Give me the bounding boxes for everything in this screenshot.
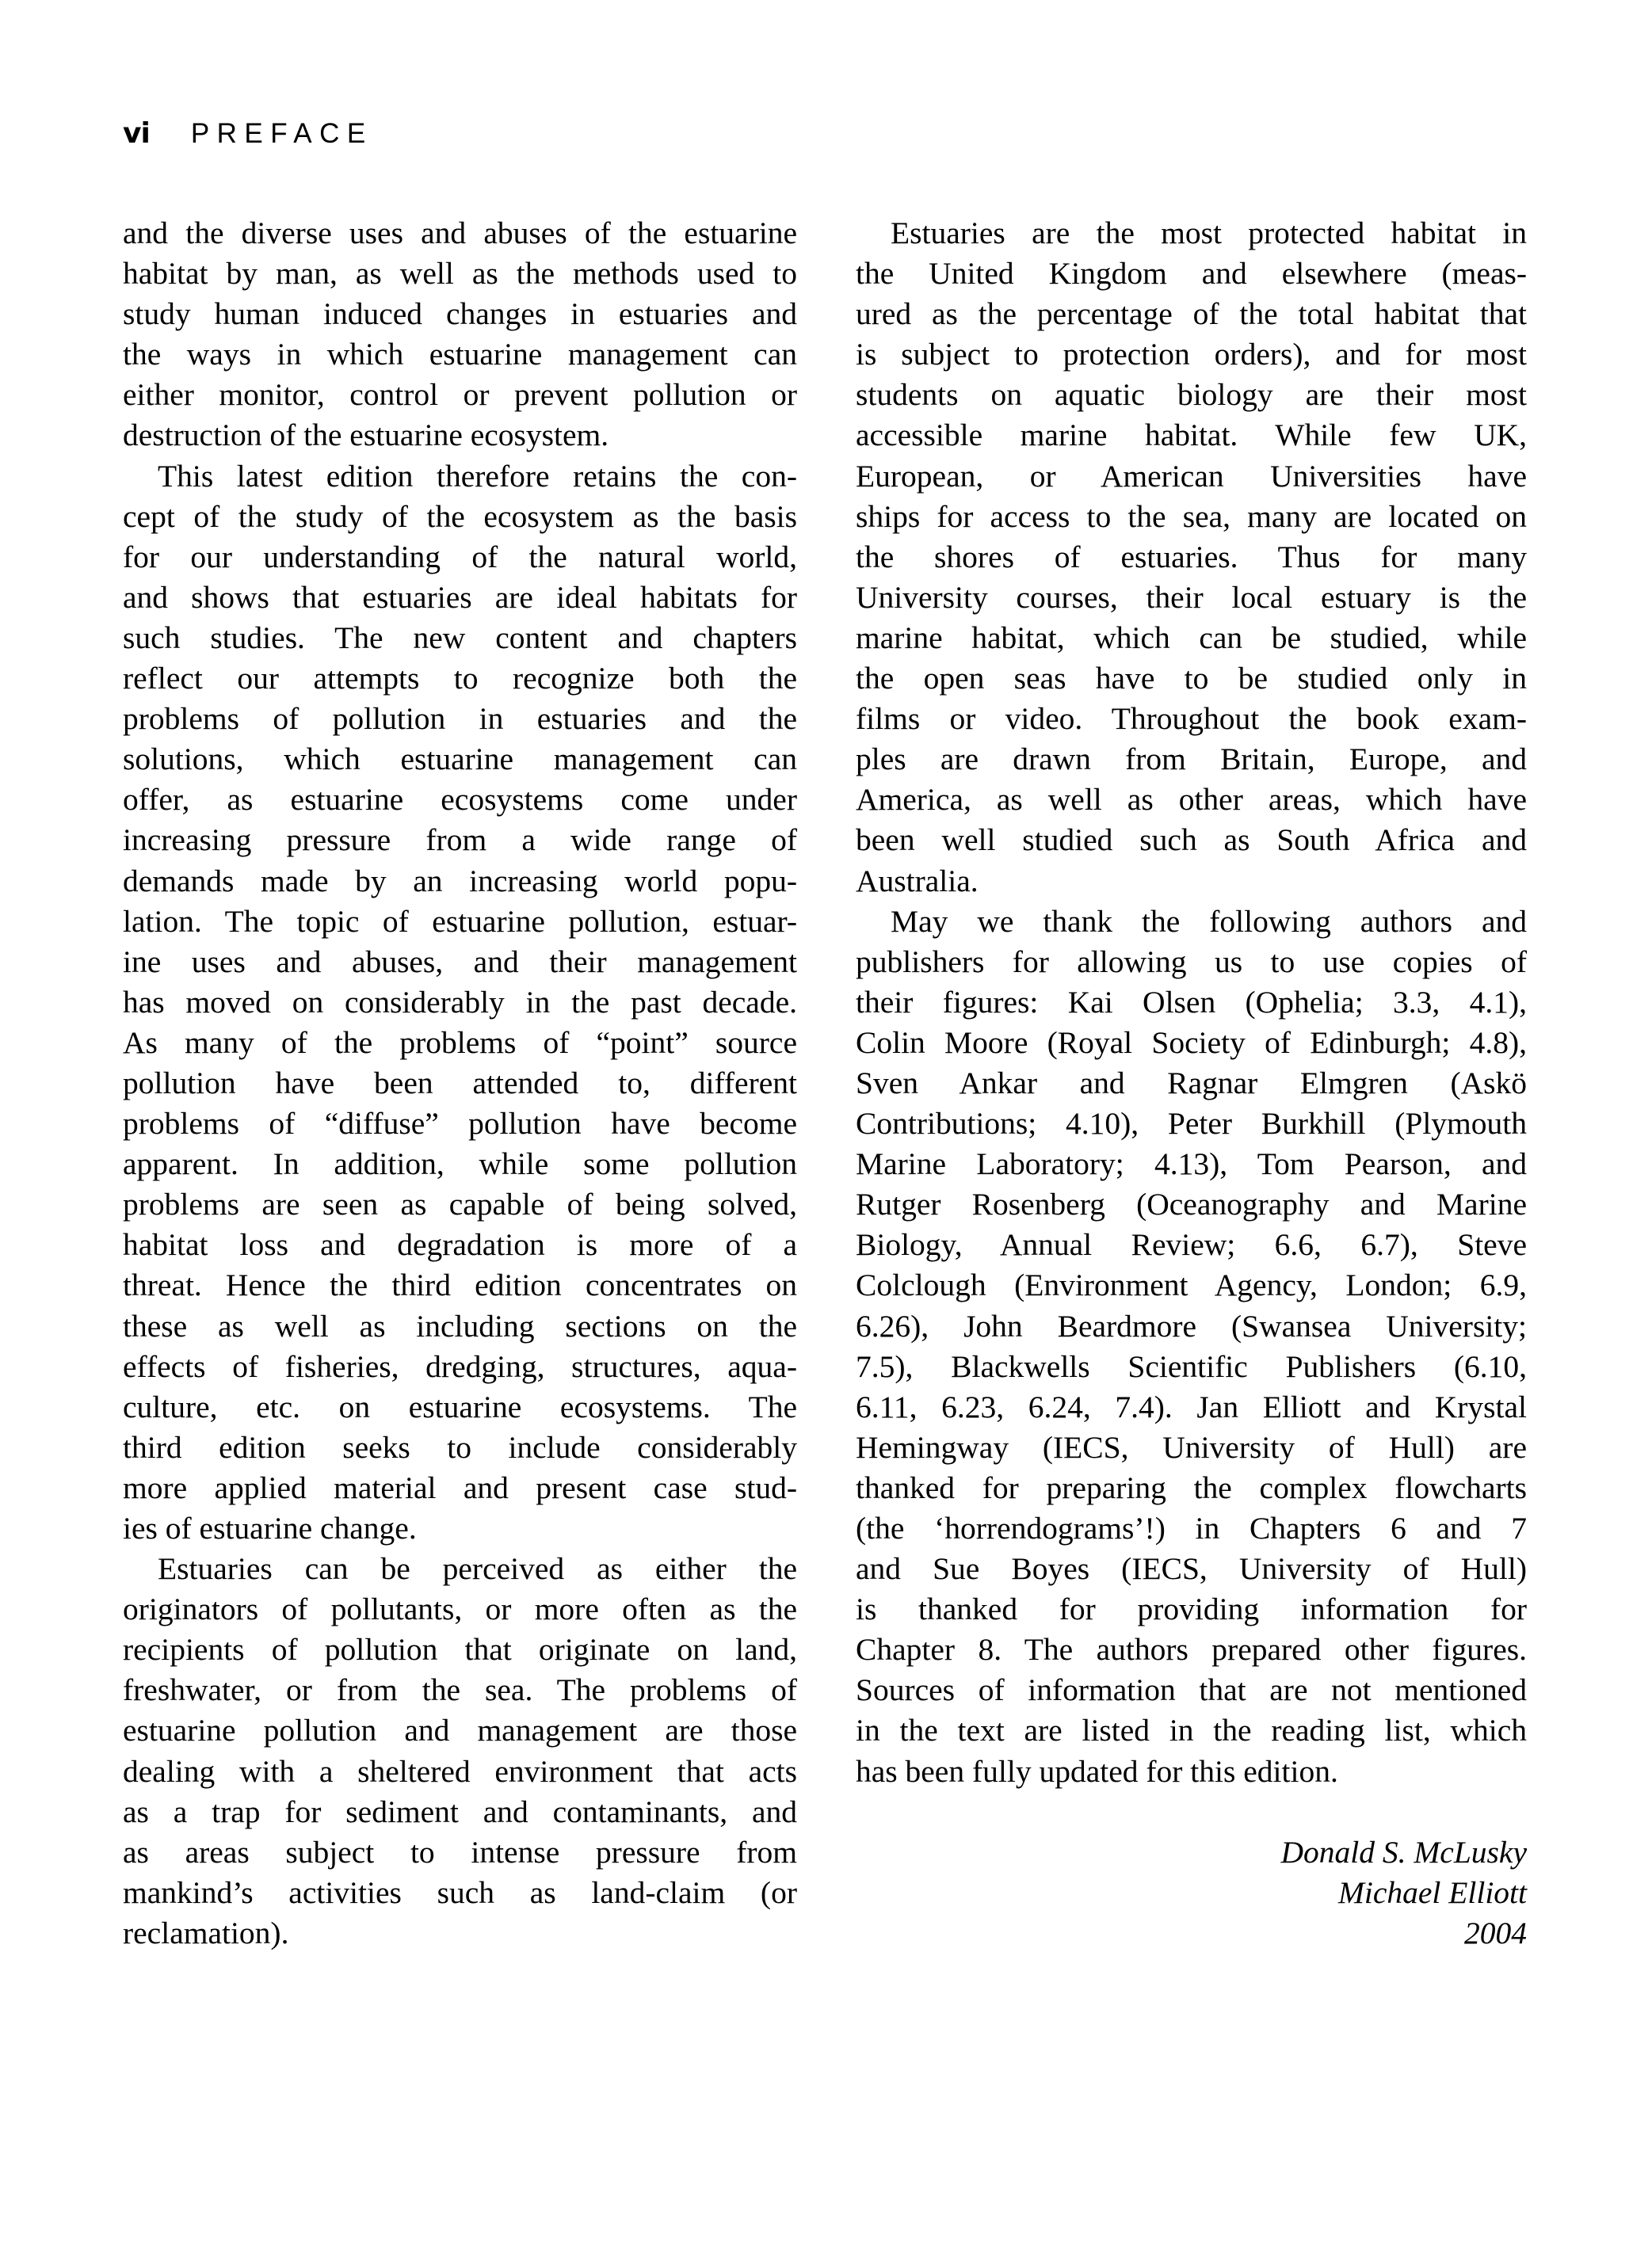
text-line: study human induced changes in estuaries and [123,296,797,332]
text-line: Estuaries are the most protected habitat in [891,215,1527,250]
left-column [123,213,797,1954]
text-line: these as well as including sections on the [123,1308,797,1344]
text-line: culture, etc. on estuarine ecosystems. The [123,1389,797,1424]
text-line: ine uses and abuses, and their management [123,944,797,979]
text-line: reclamation). [123,1915,289,1950]
signature-author-2: Michael Elliott [1337,1874,1527,1910]
text-line: recipients of pollution that originate on land, [123,1632,797,1668]
text-line: offer, as estuarine ecosystems come under [123,782,797,818]
signature-year: 2004 [1464,1915,1527,1950]
text-line: films or video. Throughout the book exam- [856,701,1527,737]
text-line: is subject to protection orders), and for most [856,337,1527,372]
text-line: more applied material and present case stud- [123,1470,797,1505]
text-line: destruction of the estuarine ecosystem. [123,418,609,453]
text-line: ies of estuarine change. [123,1511,417,1546]
text-line: solutions, which estuarine management can [123,742,797,777]
text-line: Sources of information that are not mentioned [856,1672,1527,1708]
text-line: Contributions; 4.10), Peter Burkhill (Plymouth [856,1106,1527,1142]
text-line: been well studied such as South Africa and [856,822,1527,858]
text-line: estuarine pollution and management are those [123,1713,797,1748]
text-line: thanked for preparing the complex flowcharts [856,1470,1527,1505]
text-line: Marine Laboratory; 4.13), Tom Pearson, and [856,1146,1527,1182]
text-line: This latest edition therefore retains the con- [158,458,797,494]
text-line: publishers for allowing us to use copies of [856,944,1527,979]
text-line: Colclough (Environment Agency, London; 6.9, [856,1268,1527,1303]
text-line: for our understanding of the natural world, [123,539,797,574]
text-line: threat. Hence the third edition concentrates on [123,1268,797,1303]
text-line: May we thank the following authors and [891,903,1527,939]
text-line: the United Kingdom and elsewhere (meas- [856,256,1527,292]
text-line: dealing with a sheltered environment that acts [123,1753,797,1789]
text-line: ships for access to the sea, many are located on [856,498,1527,534]
text-line: lation. The topic of estuarine pollution, estuar- [123,903,797,939]
text-line: 7.5), Blackwells Scientific Publishers (6.10, [856,1348,1527,1384]
right-column [856,213,1527,1954]
text-line: accessible marine habitat. While few UK, [856,418,1527,453]
text-line: ured as the percentage of the total habitat that [856,296,1527,332]
text-line: third edition seeks to include considerably [123,1429,797,1465]
text-line: apparent. In addition, while some pollution [123,1146,797,1182]
text-line: is thanked for providing information for [856,1592,1527,1627]
text-line: either monitor, control or prevent pollution or [123,377,797,413]
paragraph [123,456,797,1550]
text-line: habitat loss and degradation is more of a [123,1227,797,1263]
text-line: in the text are listed in the reading list, which [856,1713,1527,1748]
text-line: Rutger Rosenberg (Oceanography and Marine [856,1187,1527,1222]
text-line: demands made by an increasing world popu- [123,863,797,898]
text-line: Sven Ankar and Ragnar Elmgren (Askö [856,1065,1527,1100]
paragraph [856,213,1527,902]
text-line: increasing pressure from a wide range of [123,822,797,858]
text-line: pollution have been attended to, different [123,1065,797,1100]
paragraph [123,1549,797,1954]
text-line: the shores of estuaries. Thus for many [856,539,1527,574]
text-line: ples are drawn from Britain, Europe, and [856,742,1527,777]
text-line: marine habitat, which can be studied, while [856,620,1527,655]
page-number: vi [123,117,150,150]
text-line: Chapter 8. The authors prepared other figures. [856,1632,1527,1668]
text-line: students on aquatic biology are their most [856,377,1527,413]
paragraph [856,902,1527,1792]
text-line: America, as well as other areas, which have [856,782,1527,818]
text-line: the ways in which estuarine management can [123,337,797,372]
text-line: reflect our attempts to recognize both the [123,661,797,696]
text-line: originators of pollutants, or more often as the [123,1592,797,1627]
text-line: the open seas have to be studied only in [856,661,1527,696]
text-line: habitat by man, as well as the methods used to [123,256,797,292]
signature-author-1: Donald S. McLusky [1280,1834,1527,1870]
text-line: (the ‘horrendograms’!) in Chapters 6 and 7 [856,1511,1527,1546]
text-line: European, or American Universities have [856,458,1527,494]
text-line: and the diverse uses and abuses of the estuarine [123,215,797,250]
running-head: PREFACE [190,118,373,149]
text-line: mankind’s activities such as land-claim (or [123,1874,797,1910]
text-line: problems of pollution in estuaries and the [123,701,797,737]
text-line: cept of the study of the ecosystem as the basis [123,498,797,534]
text-line: 6.26), John Beardmore (Swansea University; [856,1308,1527,1344]
signature-block [856,1832,1527,1954]
text-line: as areas subject to intense pressure from [123,1834,797,1870]
text-line: Hemingway (IECS, University of Hull) are [856,1429,1527,1465]
text-line: As many of the problems of “point” source [123,1024,797,1060]
text-line: problems are seen as capable of being solved, [123,1187,797,1222]
text-line: Australia. [856,863,979,898]
text-line: such studies. The new content and chapters [123,620,797,655]
text-line: their figures: Kai Olsen (Ophelia; 3.3, 4.1), [856,984,1527,1020]
text-line: has been fully updated for this edition. [856,1753,1338,1789]
page-header [123,117,373,152]
text-line: problems of “diffuse” pollution have become [123,1106,797,1142]
text-line: 6.11, 6.23, 6.24, 7.4). Jan Elliott and Krystal [856,1389,1527,1424]
text-line: Estuaries can be perceived as either the [158,1551,797,1587]
text-line: Biology, Annual Review; 6.6, 6.7), Steve [856,1227,1527,1263]
text-line: effects of fisheries, dredging, structures, aqua- [123,1348,797,1384]
paragraph [123,213,797,456]
text-line: as a trap for sediment and contaminants, and [123,1794,797,1829]
text-line: and Sue Boyes (IECS, University of Hull) [856,1551,1527,1587]
text-line: Colin Moore (Royal Society of Edinburgh; 4.8), [856,1024,1527,1060]
text-line: has moved on considerably in the past decade. [123,984,797,1020]
text-line: and shows that estuaries are ideal habitats for [123,579,797,615]
text-line: University courses, their local estuary is the [856,579,1527,615]
text-line: freshwater, or from the sea. The problems of [123,1672,797,1708]
